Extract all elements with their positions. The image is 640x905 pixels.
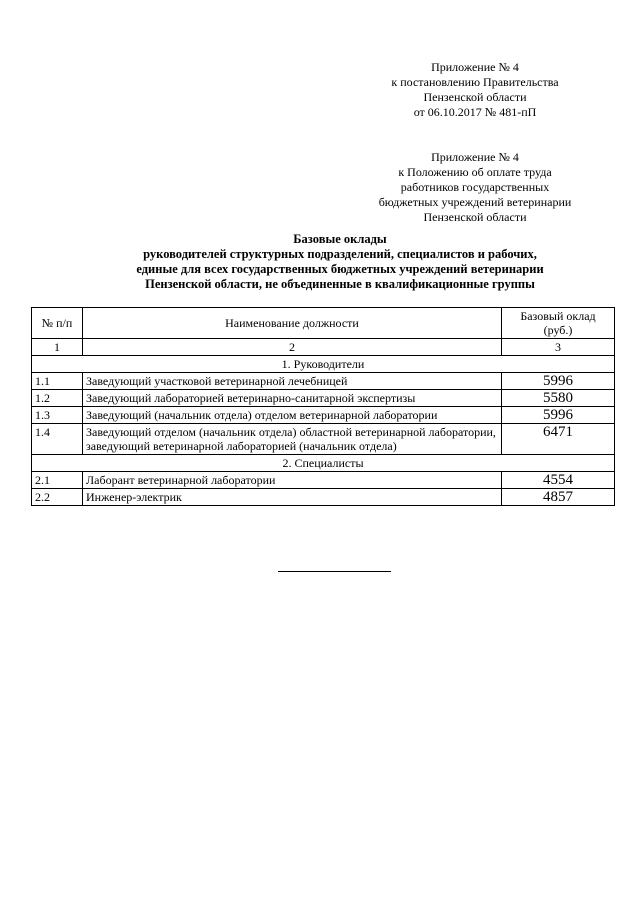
title-line: Базовые оклады	[293, 232, 387, 246]
closing-divider	[278, 571, 391, 572]
appendix-regulation-block	[355, 150, 595, 225]
row-num: 1.4	[32, 424, 83, 455]
row-num: 1.3	[32, 407, 83, 424]
row-salary: 5996	[502, 373, 615, 390]
appendix-line: Пензенской области	[423, 210, 527, 224]
appendix-resolution-block	[355, 60, 595, 120]
appendix-line: Приложение № 4	[431, 60, 519, 74]
section-title: 1. Руководители	[32, 356, 615, 373]
column-number: 1	[32, 339, 83, 356]
row-salary: 6471	[502, 424, 615, 455]
salary-table	[31, 307, 615, 506]
row-salary: 5996	[502, 407, 615, 424]
table-row	[32, 407, 615, 424]
appendix-line: к постановлению Правительства	[391, 75, 559, 89]
row-num: 2.1	[32, 472, 83, 489]
row-salary: 4554	[502, 472, 615, 489]
appendix-line: к Положению об оплате труда	[398, 165, 552, 179]
row-num: 1.2	[32, 390, 83, 407]
appendix-line: от 06.10.2017 № 481-пП	[413, 105, 537, 119]
column-number: 3	[502, 339, 615, 356]
header-num: № п/п	[32, 308, 83, 339]
title-line: Пензенской области, не объединенные в квалификационные группы	[145, 277, 535, 291]
row-name: Заведующий отделом (начальник отдела) областной ветеринарной лаборатории, заведующий ветеринарной лабораторией (начальник отдела)	[83, 424, 502, 455]
appendix-line: работников государственных	[400, 180, 550, 194]
table-row	[32, 472, 615, 489]
column-number: 2	[83, 339, 502, 356]
row-name: Заведующий (начальник отдела) отделом ветеринарной лаборатории	[83, 407, 502, 424]
row-salary: 4857	[502, 489, 615, 506]
appendix-line: Пензенской области	[423, 90, 527, 104]
row-salary: 5580	[502, 390, 615, 407]
header-name: Наименование должности	[83, 308, 502, 339]
table-row	[32, 390, 615, 407]
row-name: Лаборант ветеринарной лаборатории	[83, 472, 502, 489]
row-name: Заведующий лабораторией ветеринарно-санитарной экспертизы	[83, 390, 502, 407]
document-title	[60, 232, 620, 292]
row-num: 2.2	[32, 489, 83, 506]
section-row	[32, 455, 615, 472]
title-line: единые для всех государственных бюджетных учреждений ветеринарии	[136, 262, 544, 276]
section-row	[32, 356, 615, 373]
title-line: руководителей структурных подразделений, специалистов и рабочих,	[143, 247, 537, 261]
section-title: 2. Специалисты	[32, 455, 615, 472]
row-name: Заведующий участковой ветеринарной лечебницей	[83, 373, 502, 390]
table-row	[32, 424, 615, 455]
table-row	[32, 489, 615, 506]
row-name: Инженер-электрик	[83, 489, 502, 506]
appendix-line: Приложение № 4	[431, 150, 519, 164]
row-num: 1.1	[32, 373, 83, 390]
appendix-line: бюджетных учреждений ветеринарии	[378, 195, 572, 209]
table-header-row	[32, 308, 615, 339]
column-number-row	[32, 339, 615, 356]
header-salary: Базовый оклад (руб.)	[502, 308, 615, 339]
table-row	[32, 373, 615, 390]
